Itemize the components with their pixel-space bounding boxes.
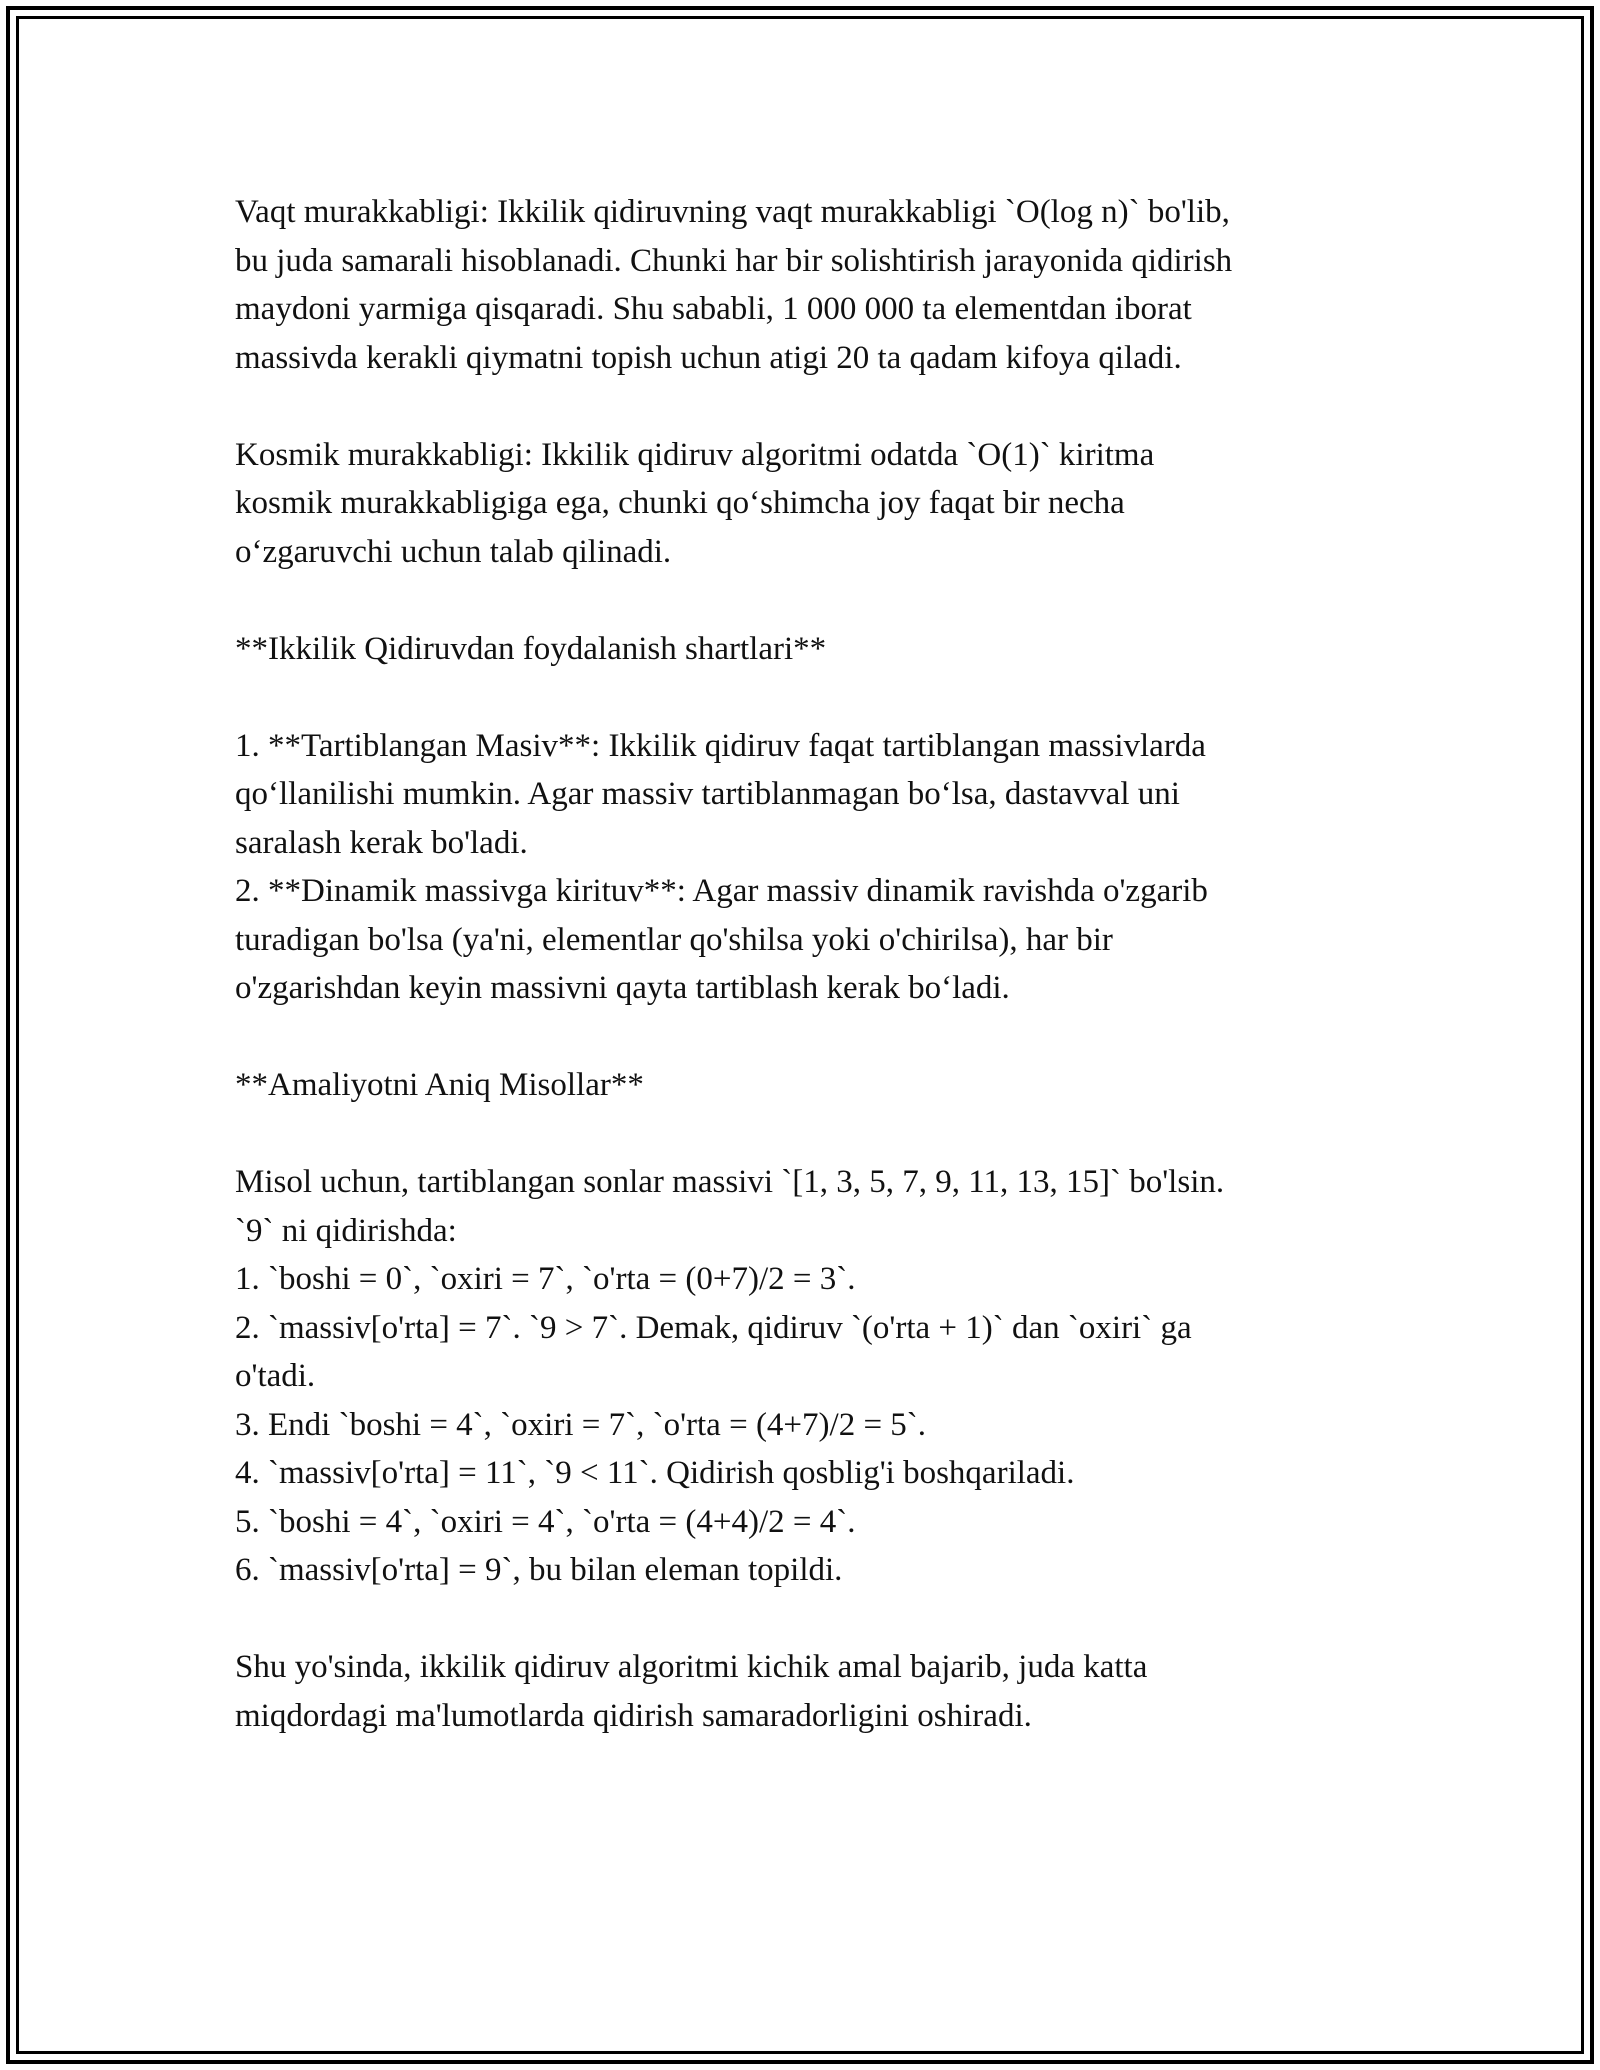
text-line: `9` ni qidirishda: — [235, 1212, 457, 1249]
text-line: saralash kerak bo'ladi. — [235, 824, 528, 861]
text-line: **Ikkilik Qidiruvdan foydalanish shartlari** — [235, 630, 827, 667]
text-line: turadigan bo'lsa (ya'ni, elementlar qo'shilsa yoki o'chirilsa), har bir — [235, 921, 1113, 958]
text-line: Misol uchun, tartiblangan sonlar massivi `[1, 3, 5, 7, 9, 11, 13, 15]` bo'lsin. — [235, 1164, 1225, 1200]
text-line: qo‘llanilishi mumkin. Agar massiv tartiblanmagan bo‘lsa, dastavval uni — [235, 776, 1180, 812]
text-line: bu juda samarali hisoblanadi. Chunki har bir solishtirish jarayonida qidirish — [235, 242, 1233, 279]
text-line: 4. `massiv[o'rta] = 11`, `9 < 11`. Qidirish qosblig'i boshqariladi. — [235, 1455, 1075, 1491]
text-line: massivda kerakli qiymatni topish uchun atigi 20 ta qadam kifoya qiladi. — [235, 339, 1182, 376]
document-body — [235, 188, 1395, 1789]
text-line: 3. Endi `boshi = 4`, `oxiri = 7`, `o'rta = (4+7)/2 = 5`. — [235, 1406, 927, 1443]
text-line: Kosmik murakkabligi: Ikkilik qidiruv algoritmi odatda `O(1)` kiritma — [235, 436, 1155, 473]
text-line: **Amaliyotni Aniq Misollar** — [235, 1067, 644, 1103]
text-line: o'zgarishdan keyin massivni qayta tartiblash kerak bo‘ladi. — [235, 970, 1010, 1006]
text-line: 2. **Dinamik massivga kirituv**: Agar massiv dinamik ravishda o'zgarib — [235, 873, 1208, 909]
paragraph-conclusion — [235, 1643, 1395, 1740]
paragraph-space-complexity — [235, 431, 1395, 577]
text-line: maydoni yarmiga qisqaradi. Shu sababli, 1 000 000 ta elementdan iborat — [235, 291, 1192, 327]
text-line: o'tadi. — [235, 1358, 316, 1394]
heading-practical-examples — [235, 1061, 1395, 1110]
paragraph-example-steps — [235, 1158, 1395, 1595]
paragraph-time-complexity — [235, 188, 1395, 382]
text-line: 1. **Tartiblangan Masiv**: Ikkilik qidiruv faqat tartiblangan massivlarda — [235, 727, 1206, 764]
text-line: Vaqt murakkabligi: Ikkilik qidiruvning vaqt murakkabligi `O(log n)` bo'lib, — [235, 194, 1230, 230]
text-line: Shu yo'sinda, ikkilik qidiruv algoritmi kichik amal bajarib, juda katta — [235, 1649, 1148, 1685]
text-line: kosmik murakkabligiga ega, chunki qo‘shimcha joy faqat bir necha — [235, 485, 1125, 521]
text-line: 2. `massiv[o'rta] = 7`. `9 > 7`. Demak, qidiruv `(o'rta + 1)` dan `oxiri` ga — [235, 1309, 1192, 1346]
text-line: 5. `boshi = 4`, `oxiri = 4`, `o'rta = (4+4)/2 = 4`. — [235, 1503, 856, 1540]
text-line: 1. `boshi = 0`, `oxiri = 7`, `o'rta = (0+7)/2 = 3`. — [235, 1261, 856, 1297]
text-line: 6. `massiv[o'rta] = 9`, bu bilan eleman topildi. — [235, 1552, 843, 1588]
text-line: miqdordagi ma'lumotlarda qidirish samaradorligini oshiradi. — [235, 1697, 1032, 1734]
text-line: o‘zgaruvchi uchun talab qilinadi. — [235, 533, 672, 570]
heading-usage-conditions — [235, 625, 1395, 674]
list-usage-conditions — [235, 722, 1395, 1013]
